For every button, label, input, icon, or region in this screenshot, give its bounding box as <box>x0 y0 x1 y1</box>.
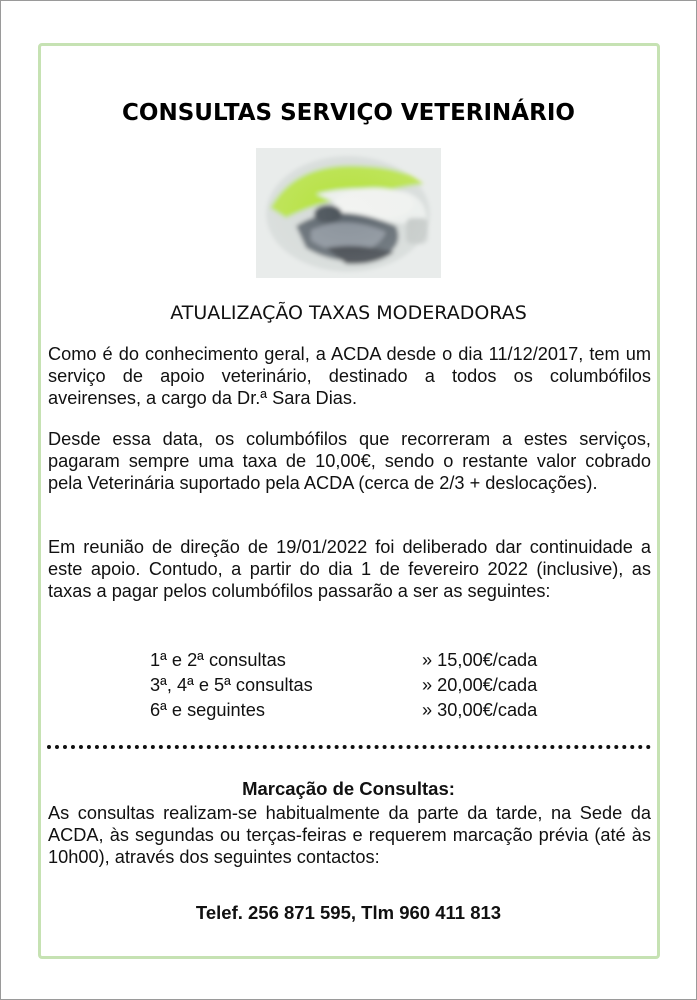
page-subtitle: ATUALIZAÇÃO TAXAS MODERADORAS <box>170 302 527 324</box>
veterinarian-examining-pigeon-photo <box>256 148 441 278</box>
page-title: CONSULTAS SERVIÇO VETERINÁRIO <box>122 100 575 126</box>
fee-value: » 30,00€/cada <box>422 700 538 720</box>
contact-phones: Telef. 256 871 595, Tlm 960 411 813 <box>195 902 502 923</box>
fee-table <box>150 648 570 723</box>
fee-row <box>150 698 570 723</box>
fee-value: » 20,00€/cada <box>422 675 538 695</box>
fee-label: 3ª, 4ª e 5ª consultas <box>150 675 313 695</box>
fee-row <box>150 648 570 673</box>
fee-label: 6ª e seguintes <box>150 700 265 720</box>
dotted-divider <box>47 745 651 749</box>
booking-heading: Marcação de Consultas: <box>242 778 455 799</box>
fee-label: 1ª e 2ª consultas <box>150 650 286 670</box>
history-paragraph: Desde essa data, os columbófilos que recorreram a estes serviços, pagaram sempre uma taxa de 10,00€, sendo o restante valor cobrado pela Veterinária suportado pela ACDA (cerca de 2/3 + deslocações). <box>48 429 651 493</box>
intro-paragraph: Como é do conhecimento geral, a ACDA desde o dia 11/12/2017, tem um serviço de apoio veterinário, destinado a todos os columbófilos aveirenses, a cargo da Dr.ª Sara Dias. <box>48 344 651 408</box>
booking-paragraph: As consultas realizam-se habitualmente da parte da tarde, na Sede da ACDA, às segundas ou terças-feiras e requerem marcação prévia (até às 10h00), através dos seguintes contactos: <box>48 803 651 867</box>
fee-value: » 15,00€/cada <box>422 650 538 670</box>
decision-paragraph: Em reunião de direção de 19/01/2022 foi deliberado dar continuidade a este apoio. Contudo, a partir do dia 1 de fevereiro 2022 (inclusive), as taxas a pagar pelos columbófilos passarão a ser as seguintes: <box>48 537 651 601</box>
fee-row <box>150 673 570 698</box>
